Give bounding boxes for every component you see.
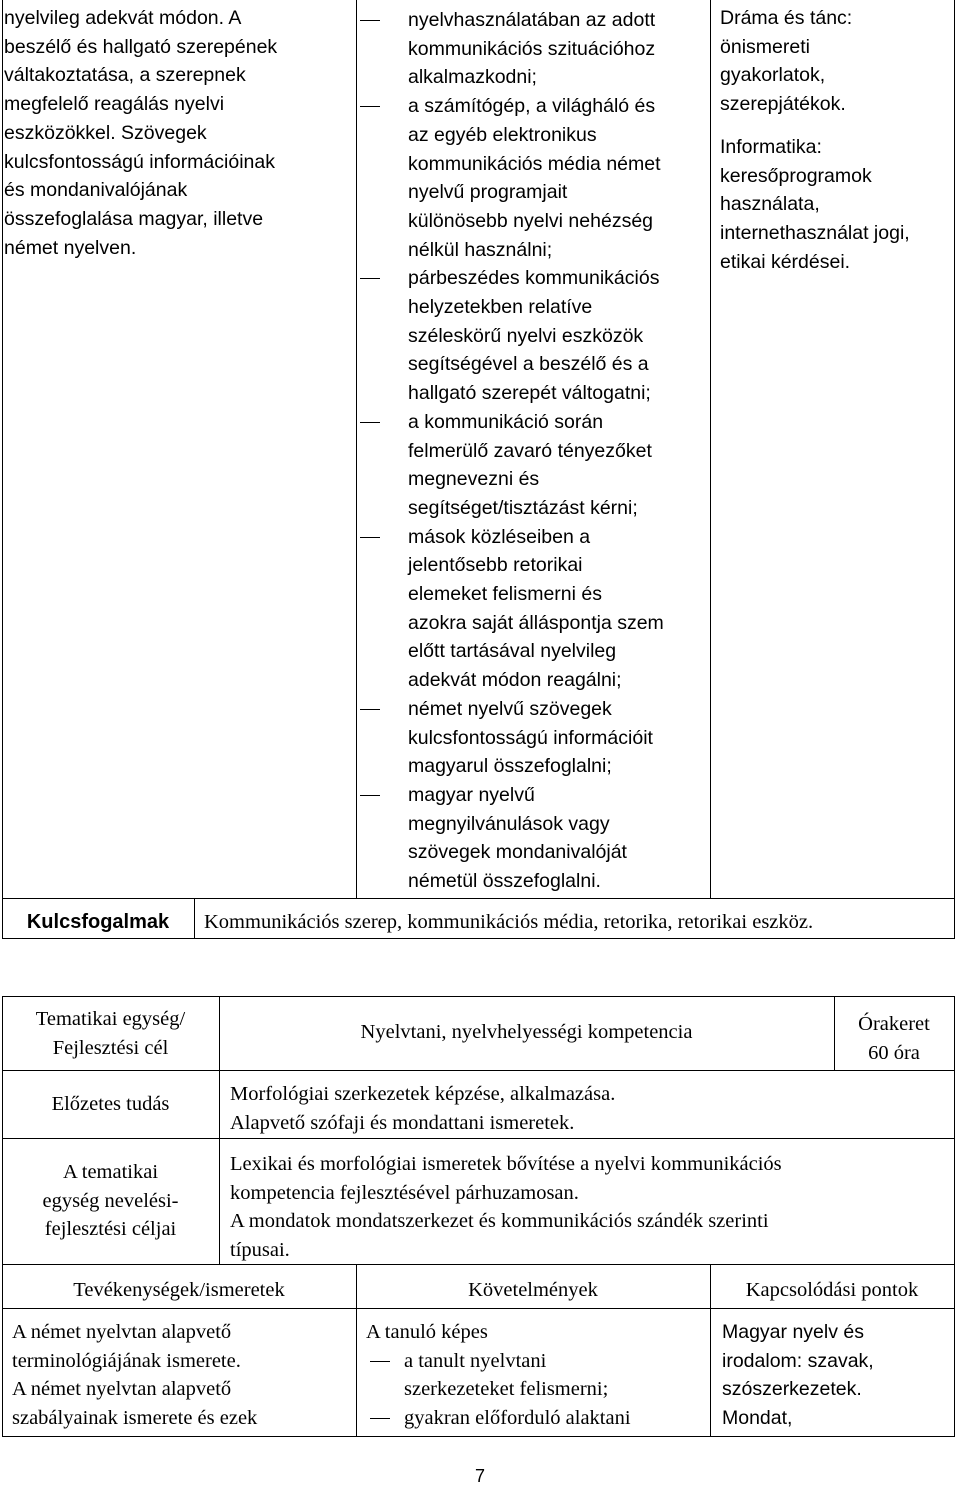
list-item: párbeszédes kommunikációs helyzetekben relatíve széleskörű nyelvi eszközök segítségével a beszélő és a hallgató szerepét váltogatni; xyxy=(360,264,708,408)
prior-text: Morfológiai szerkezetek képzése, alkalmazása. Alapvető szófaji és mondattani ismeretek. xyxy=(230,1083,616,1134)
connections-text: Magyar nyelv és irodalom: szavak, szószerkezetek. Mondat, xyxy=(722,1321,874,1430)
list-item: gyakran előforduló alaktani xyxy=(370,1404,706,1433)
bottom-table-bottom-border xyxy=(2,1436,955,1437)
kulcsfogalmak-divider xyxy=(194,898,195,938)
list-item: a tanult nyelvtani szerkezeteket felismerni; xyxy=(370,1347,706,1404)
prior-label: Előzetes tudás xyxy=(51,1093,170,1115)
goals-text: Lexikai és morfológiai ismeretek bővítése a nyelvi kommunikációs kompetencia fejlesztésével párhuzamosan. A mondatok mondatszerkezet és kommunikációs szándék szerinti típusai. xyxy=(230,1153,782,1262)
hours-box xyxy=(834,1010,954,1067)
top-col2-requirements xyxy=(360,6,708,896)
requirements-text xyxy=(366,1318,706,1433)
top-col3-connections: Dráma és tánc: önismereti gyakorlatok, szerepjátékok. Informatika: keresőprogramok használata, internethasználat jogi, etikai kérdései. xyxy=(720,7,910,273)
kulcsfogalmak-label: Kulcsfogalmak xyxy=(26,911,170,933)
list-item: magyar nyelvű megnyilvánulások vagy szövegek mondanivalóját németül összefoglalni. xyxy=(360,781,708,896)
hours-label: Órakeret xyxy=(858,1013,930,1035)
list-item: mások közléseiben a jelentősebb retorikai elemeket felismerni és azokra saját álláspontja szem előtt tartásával nyelvileg adekvát módon reagálni; xyxy=(360,523,708,695)
top-table-col2-divider xyxy=(710,0,711,898)
page-number: 7 xyxy=(474,1466,485,1486)
top-table-col1-divider xyxy=(356,0,357,898)
unit-title: Nyelvtani, nyelvhelyességi kompetencia xyxy=(360,1021,693,1043)
top-col1-text: nyelvileg adekvát módon. A beszélő és hallgató szerepének váltakoztatása, a szerepnek megfelelő reagálás nyelvi eszközökkel. Szövegek kulcsfontosságú információinak és mondanivalójának összefoglalása magyar, illetve német nyelven. xyxy=(4,7,278,259)
header-activities: Tevékenységek/ismeretek xyxy=(73,1279,285,1301)
activities-text: A német nyelvtan alapvető terminológiájának ismerete. A német nyelvtan alapvető szabályainak ismerete és ezek xyxy=(12,1321,258,1430)
header-requirements: Követelmények xyxy=(468,1279,598,1301)
hours-value: 60 óra xyxy=(868,1041,920,1064)
top-table-row-divider xyxy=(2,898,955,899)
kulcsfogalmak-text: Kommunikációs szerep, kommunikációs média, retorika, retorikai eszköz. xyxy=(204,911,814,933)
bottom-requirements-list xyxy=(370,1347,706,1433)
row-divider-2 xyxy=(2,1138,955,1139)
list-item: a kommunikáció során felmerülő zavaró tényezőket megnevezni és segítséget/tisztázást kérni; xyxy=(360,408,708,523)
list-item: nyelvhasználatában az adott kommunikációs szituációhoz alkalmazkodni; xyxy=(360,6,708,92)
bottom-table-right-border xyxy=(954,996,955,1436)
list-item: német nyelvű szövegek kulcsfontosságú információit magyarul összefoglalni; xyxy=(360,695,708,781)
list-item: a számítógép, a világháló és az egyéb elektronikus kommunikációs média német nyelvű programjait különösebb nyelvi nehézség nélkül használni; xyxy=(360,92,708,264)
goals-label: A tematikai egység nevelési- fejlesztési céljai xyxy=(42,1161,179,1241)
header-connections: Kapcsolódási pontok xyxy=(745,1279,919,1301)
requirements-list xyxy=(360,6,708,896)
top-table-left-border xyxy=(2,0,3,938)
row-divider-4 xyxy=(2,1308,955,1309)
bottom-table-top-border xyxy=(2,996,955,997)
requirements-intro: A tanuló képes xyxy=(366,1321,488,1343)
top-table-bottom-border xyxy=(2,938,955,939)
top-table-right-border xyxy=(954,0,955,938)
unit-label: Tematikai egység/ Fejlesztési cél xyxy=(35,1008,186,1059)
row-divider-1 xyxy=(2,1070,955,1071)
